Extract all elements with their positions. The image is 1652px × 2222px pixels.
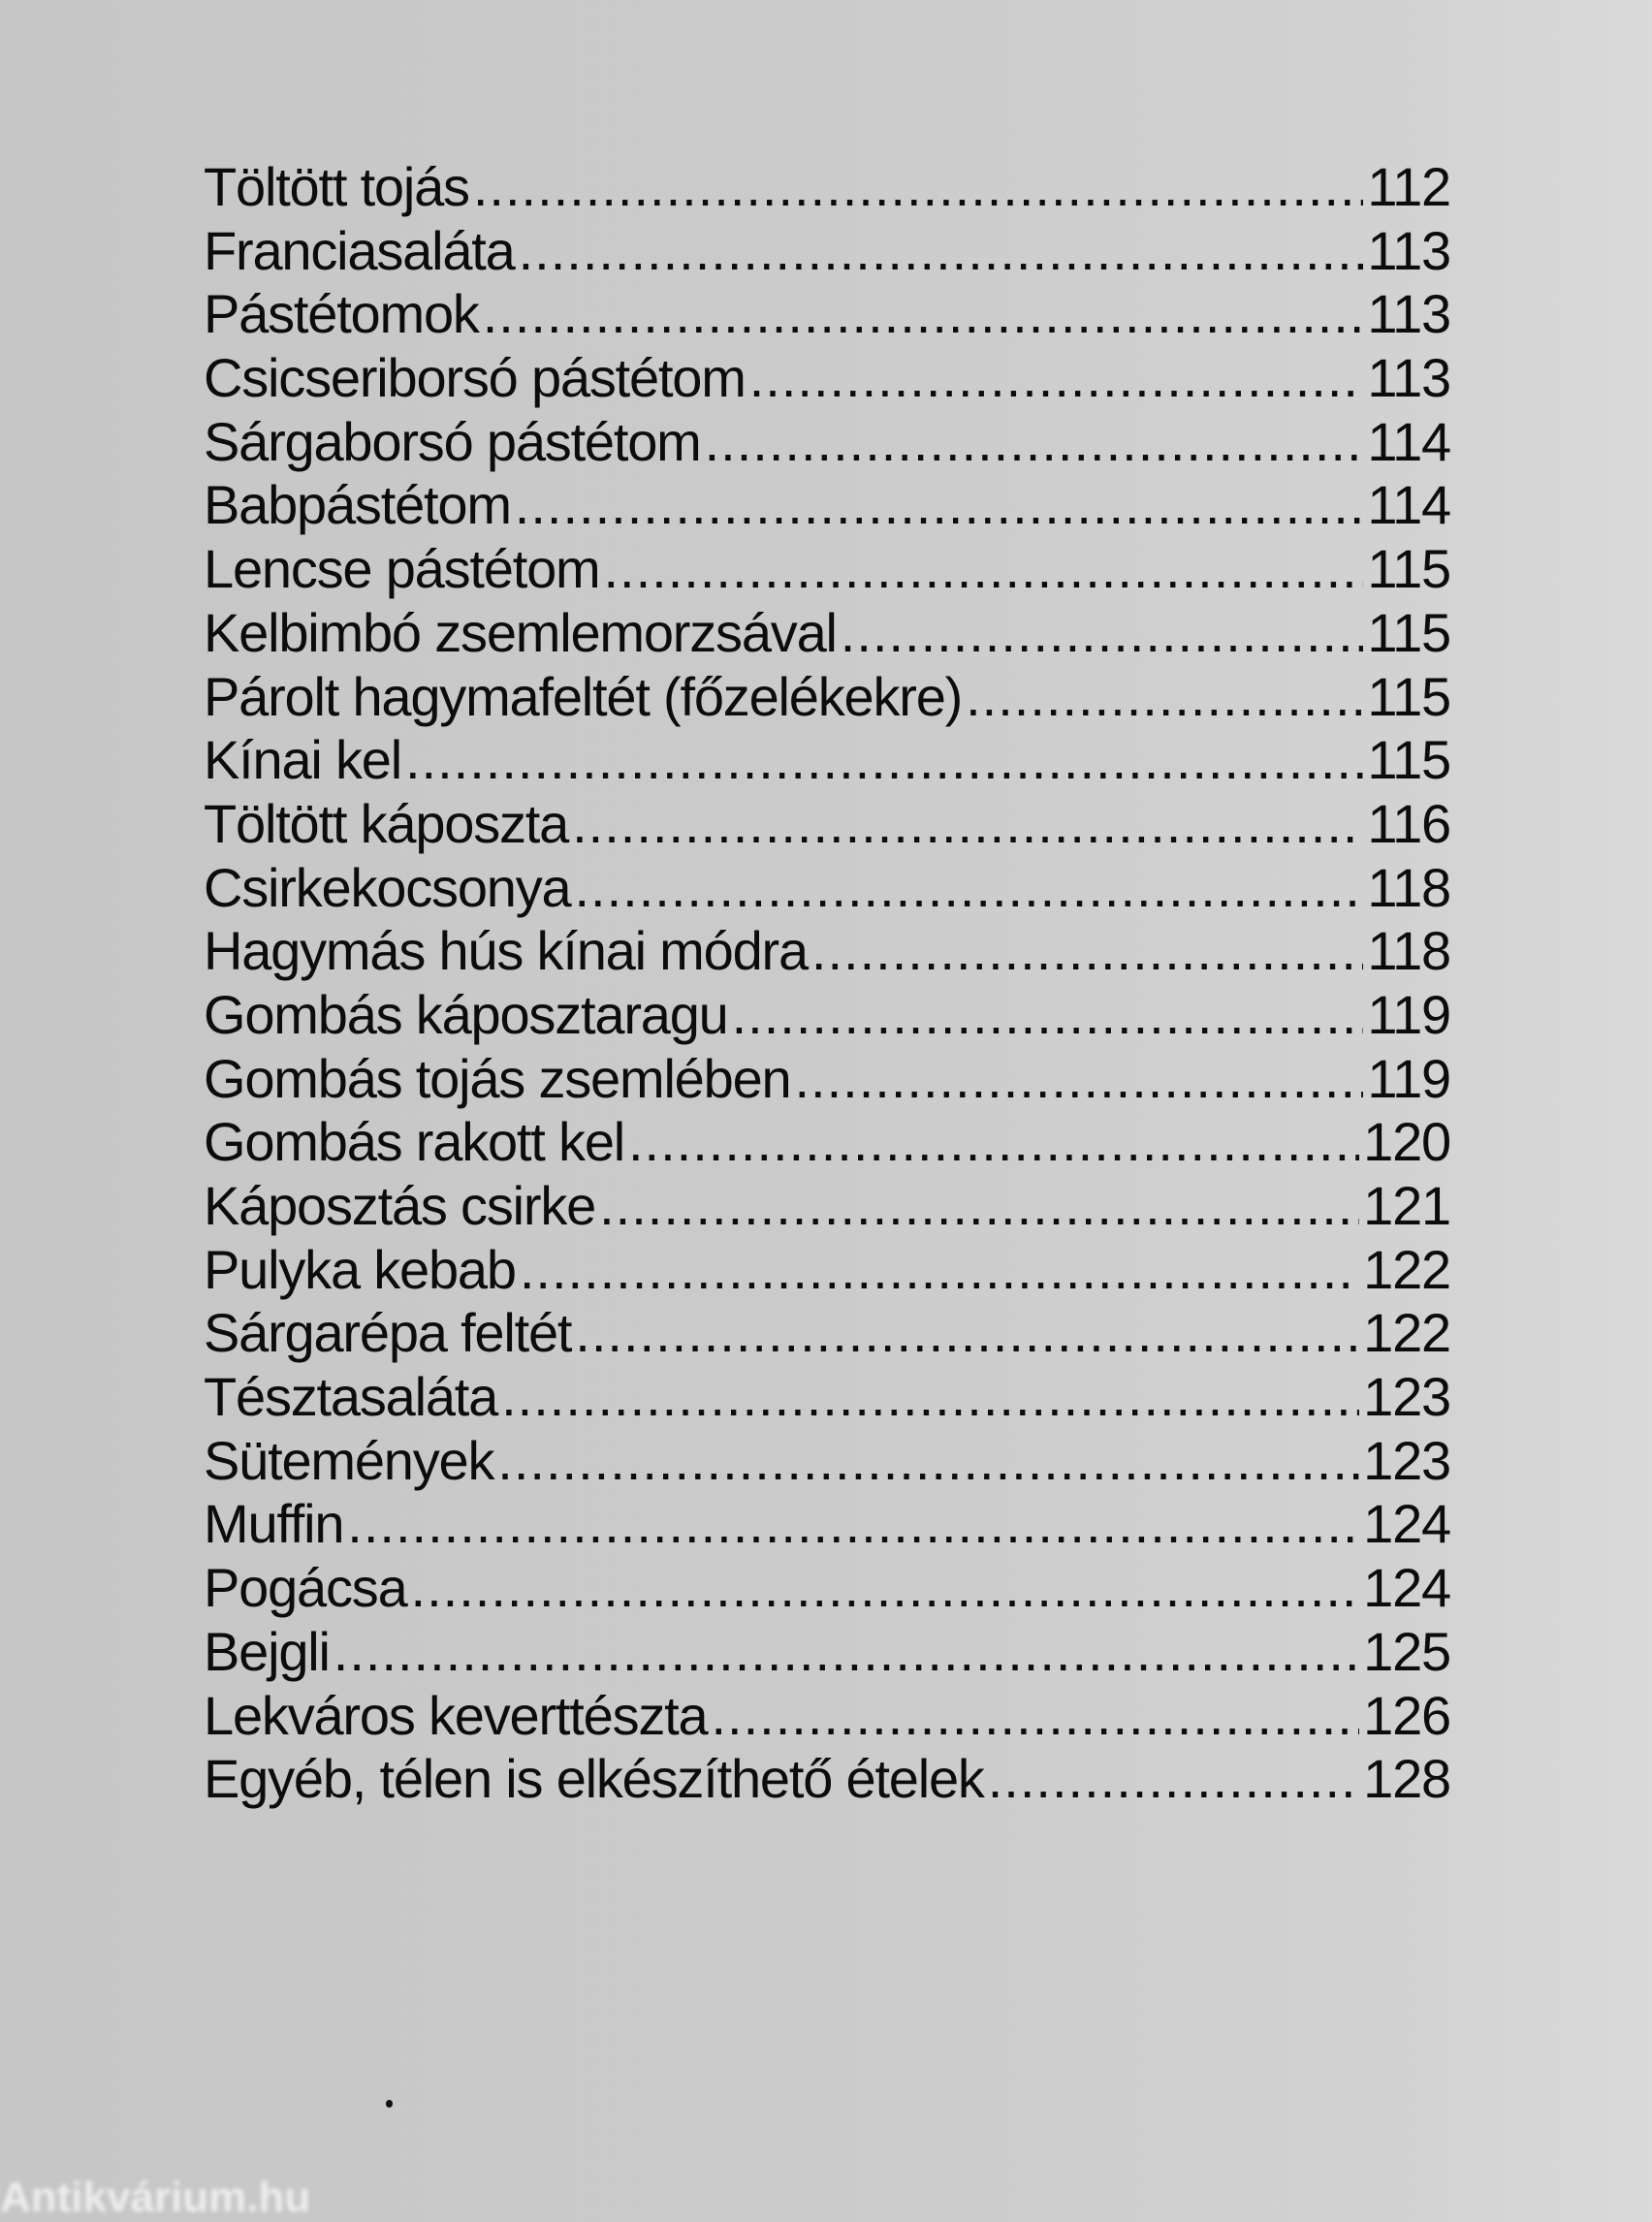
toc-entry-title: Babpástétom	[204, 474, 511, 536]
toc-entry-title: Gombás rakott kel	[204, 1111, 624, 1173]
toc-entry	[204, 1684, 1450, 1748]
dot-leader	[603, 537, 1363, 600]
toc-entry-page: 115	[1367, 538, 1450, 600]
dot-leader	[749, 346, 1364, 409]
toc-entry-title: Bejgli	[204, 1620, 330, 1682]
toc-entry-page: 119	[1367, 983, 1450, 1045]
dot-leader	[519, 219, 1364, 282]
toc-entry	[204, 155, 1450, 219]
toc-entry-title: Sárgaborsó pástétom	[204, 410, 701, 472]
toc-entry-title: Kelbimbó zsemlemorzsával	[204, 601, 837, 663]
toc-entry	[204, 1747, 1450, 1811]
toc-entry-title: Pástétomok	[204, 283, 479, 345]
toc-entry-title: Kínai kel	[204, 729, 401, 791]
toc-entry	[204, 728, 1450, 792]
toc-entry	[204, 1556, 1450, 1620]
toc-entry-title: Káposztás csirke	[204, 1175, 596, 1236]
toc-entry	[204, 219, 1450, 283]
toc-entry-page: 122	[1363, 1302, 1450, 1364]
toc-entry-title: Hagymás hús kínai módra	[204, 920, 808, 982]
toc-entry	[204, 410, 1450, 474]
toc-entry	[204, 919, 1450, 983]
toc-entry-page: 114	[1367, 474, 1450, 536]
toc-entry-page: 124	[1363, 1557, 1450, 1619]
toc-entry	[204, 1174, 1450, 1238]
toc-entry-title: Töltött tojás	[204, 156, 469, 217]
toc-entry-page: 126	[1363, 1684, 1450, 1746]
toc-entry-page: 115	[1367, 665, 1450, 727]
toc-entry-title: Egyéb, télen is elkészíthető ételek	[204, 1748, 984, 1810]
dot-leader	[966, 665, 1363, 728]
toc-entry-title: Csirkekocsonya	[204, 856, 571, 918]
toc-entry-page: 113	[1367, 347, 1450, 409]
toc-entry	[204, 346, 1450, 410]
toc-entry	[204, 537, 1450, 601]
toc-entry	[204, 1429, 1450, 1493]
toc-entry-page: 118	[1367, 920, 1450, 982]
toc-entry	[204, 665, 1450, 729]
toc-entry-page: 124	[1363, 1493, 1450, 1555]
toc-entry-title: Gombás tojás zsemlében	[204, 1047, 791, 1109]
toc-entry-page: 120	[1363, 1111, 1450, 1173]
toc-entry-page: 115	[1367, 601, 1450, 663]
dot-leader	[575, 1301, 1359, 1364]
toc-entry-title: Csicseriborsó pástétom	[204, 347, 746, 409]
watermark: Antikvárium.hu	[0, 2174, 311, 2221]
toc-entry-title: Lekváros keverttészta	[204, 1684, 708, 1746]
toc-entry-page: 122	[1363, 1238, 1450, 1300]
toc-entry-page: 114	[1367, 410, 1450, 472]
dot-leader	[732, 983, 1364, 1046]
dot-leader	[628, 1110, 1359, 1173]
toc-entry-page: 119	[1367, 1047, 1450, 1109]
toc-entry-page: 112	[1367, 156, 1450, 217]
ink-speck	[386, 2100, 393, 2108]
toc-entry	[204, 1301, 1450, 1365]
dot-leader	[497, 1429, 1359, 1492]
dot-leader	[515, 473, 1364, 536]
toc-entry	[204, 1365, 1450, 1429]
dot-leader	[572, 792, 1363, 855]
dot-leader	[794, 1047, 1363, 1110]
toc-entry-title: Töltött káposzta	[204, 792, 569, 854]
toc-entry-page: 118	[1367, 856, 1450, 918]
toc-entry	[204, 1620, 1450, 1684]
toc-entry	[204, 856, 1450, 920]
dot-leader	[483, 282, 1364, 345]
toc-entry-title: Tésztasaláta	[204, 1366, 498, 1428]
toc-entry	[204, 792, 1450, 856]
toc-entry	[204, 473, 1450, 537]
toc-entry-title: Párolt hagymafeltét (főzelékekre)	[204, 665, 963, 727]
toc-entry	[204, 1110, 1450, 1174]
toc-entry-title: Muffin	[204, 1493, 344, 1555]
toc-entry	[204, 1047, 1450, 1111]
dot-leader	[520, 1238, 1359, 1301]
dot-leader	[841, 601, 1364, 664]
dot-leader	[334, 1620, 1359, 1683]
dot-leader	[347, 1492, 1359, 1555]
toc-entry-title: Lencse pástétom	[204, 538, 600, 600]
toc-entry-page: 128	[1363, 1748, 1450, 1810]
toc-entry-page: 115	[1367, 729, 1450, 791]
toc-entry-page: 113	[1367, 283, 1450, 345]
toc-entry-page: 123	[1363, 1429, 1450, 1491]
dot-leader	[988, 1747, 1359, 1810]
toc-entry-page: 125	[1363, 1620, 1450, 1682]
toc-entry-title: Pogácsa	[204, 1557, 407, 1619]
toc-entry	[204, 983, 1450, 1047]
dot-leader	[411, 1556, 1360, 1619]
toc-entry-title: Sárgarépa feltét	[204, 1302, 572, 1364]
dot-leader	[501, 1365, 1359, 1428]
table-of-contents	[204, 155, 1450, 1811]
dot-leader	[473, 155, 1363, 218]
toc-entry-page: 121	[1363, 1175, 1450, 1236]
toc-entry-page: 123	[1363, 1366, 1450, 1428]
toc-entry	[204, 1492, 1450, 1556]
dot-leader	[405, 728, 1363, 791]
toc-entry	[204, 1238, 1450, 1302]
toc-entry-page: 113	[1367, 219, 1450, 281]
toc-entry-title: Sütemények	[204, 1429, 494, 1491]
dot-leader	[705, 410, 1364, 473]
dot-leader	[574, 856, 1363, 919]
toc-entry	[204, 282, 1450, 346]
toc-entry-page: 116	[1367, 792, 1450, 854]
toc-entry-title: Pulyka kebab	[204, 1238, 516, 1300]
toc-entry-title: Gombás káposztaragu	[204, 983, 728, 1045]
toc-entry-title: Franciasaláta	[204, 219, 515, 281]
dot-leader	[599, 1174, 1359, 1237]
toc-entry	[204, 601, 1450, 665]
dot-leader	[811, 919, 1363, 982]
dot-leader	[712, 1684, 1360, 1747]
